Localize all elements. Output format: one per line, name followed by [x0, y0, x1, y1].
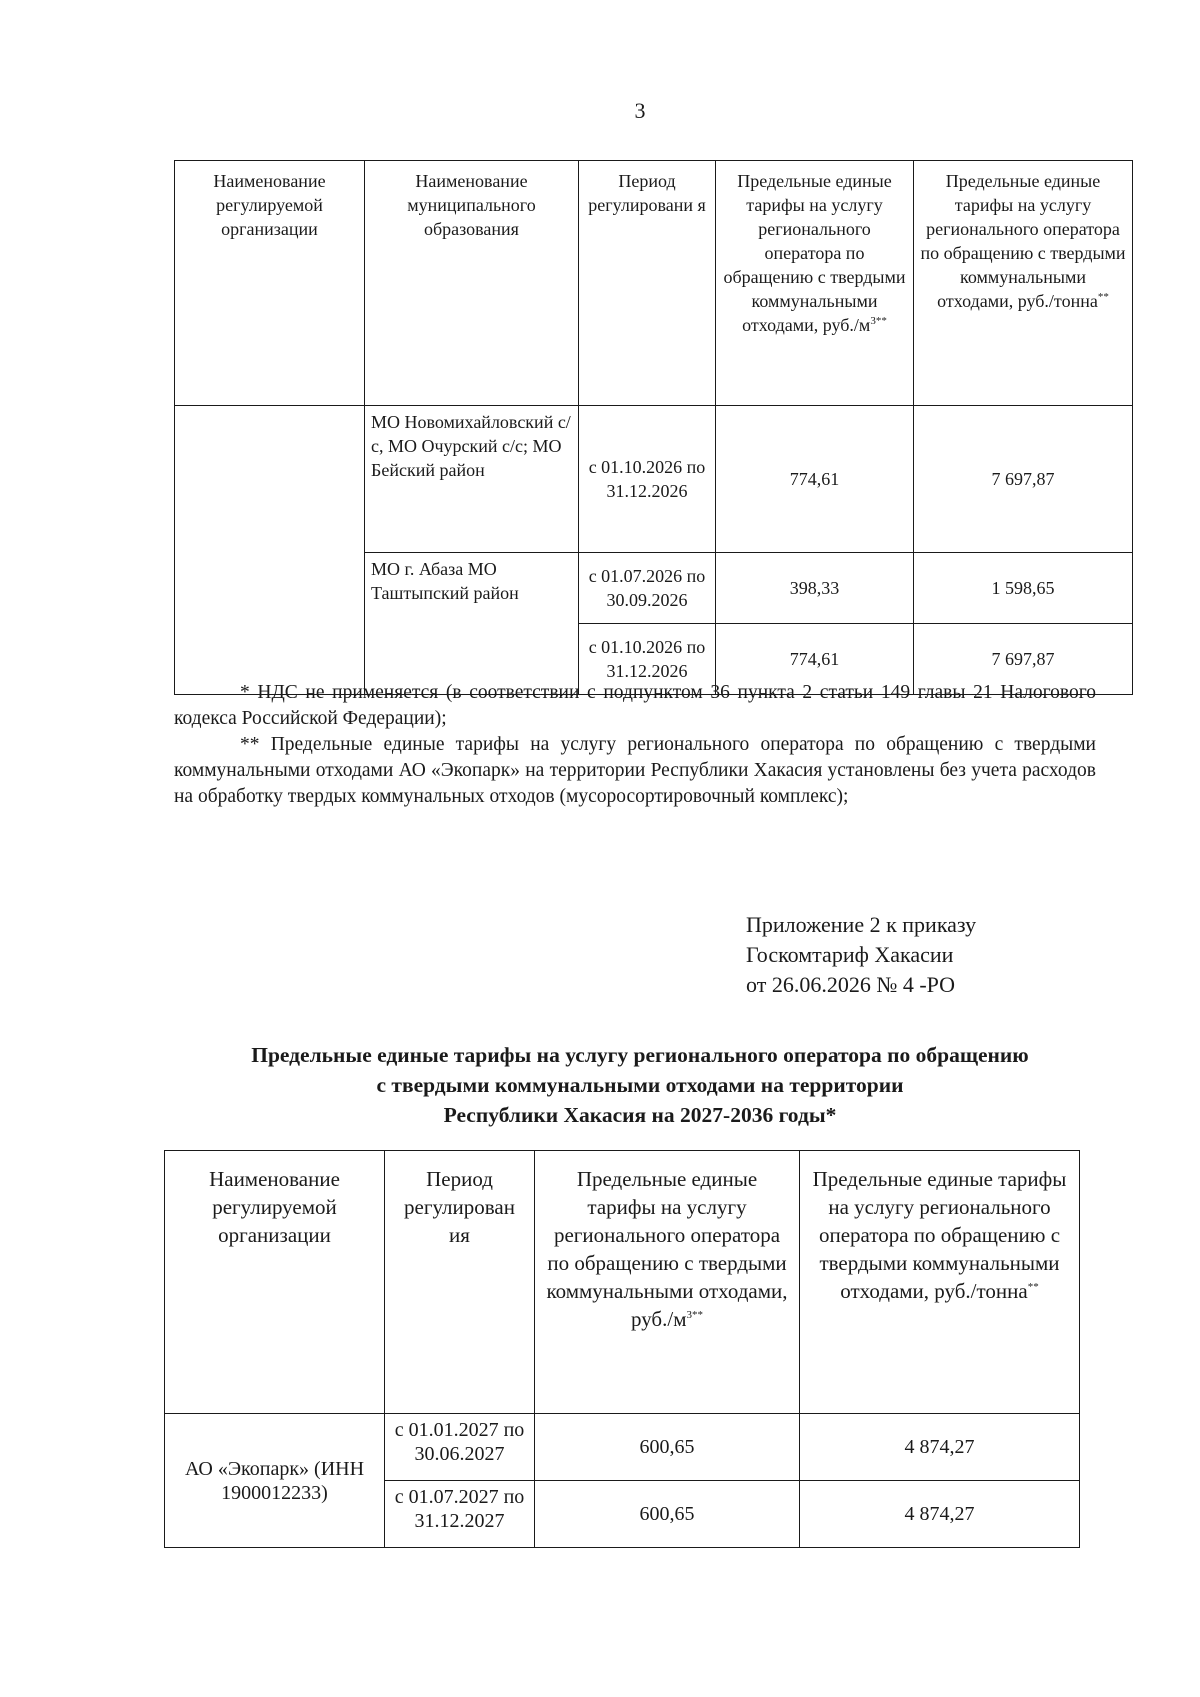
appendix-line: от 26.06.2026 № 4 -РО: [746, 972, 956, 997]
title-line: Предельные единые тарифы на услугу регионального оператора по обращению: [251, 1043, 1029, 1067]
appendix-line: Приложение 2 к приказу: [746, 912, 977, 937]
cell-tariff-ton: 4 874,27: [800, 1414, 1080, 1481]
header-org: Наименование регулируемой организации: [165, 1151, 385, 1414]
footnotes: [174, 680, 1096, 810]
header-tariff-ton: [800, 1151, 1080, 1414]
cell-tariff-m3: 398,33: [716, 553, 914, 624]
superscript: **: [1097, 291, 1109, 303]
cell-municipality: МО Новомихайловский с/с, МО Очурский с/с; МО Бейский район: [365, 406, 579, 553]
header-period: Период регулирован ия: [385, 1151, 535, 1414]
title-line: Республики Хакасия на 2027-2036 годы*: [443, 1103, 837, 1127]
header-tariff-ton-text: Предельные единые тарифы на услугу регионального оператора по обращению с твердыми коммунальными отходами, руб./тонна: [920, 171, 1126, 311]
cell-tariff-m3: 600,65: [535, 1481, 800, 1548]
cell-org: АО «Экопарк» (ИНН 1900012233): [165, 1414, 385, 1548]
header-tariff-ton-text: Предельные единые тарифы на услугу регионального оператора по обращению с твердыми коммунальными отходами, руб./тонна: [812, 1167, 1067, 1303]
superscript: 3**: [686, 1309, 703, 1321]
cell-period: с 01.07.2026 по 30.09.2026: [579, 553, 716, 624]
cell-period: с 01.10.2026 по 31.12.2026: [579, 624, 716, 695]
cell-tariff-ton: 7 697,87: [914, 624, 1133, 695]
cell-tariff-ton: 1 598,65: [914, 553, 1133, 624]
cell-tariff-ton: 7 697,87: [914, 406, 1133, 553]
cell-period: с 01.07.2027 по 31.12.2027: [385, 1481, 535, 1548]
tariff-table-2027: [164, 1150, 1080, 1548]
cell-tariff-m3: 774,61: [716, 624, 914, 695]
tariff-table-2026: [174, 160, 1133, 695]
header-tariff-m3-text: Предельные единые тарифы на услугу регионального оператора по обращению с твердыми коммунальными отходами, руб./м: [723, 171, 906, 335]
page-number: 3: [634, 98, 646, 123]
cell-tariff-m3: 600,65: [535, 1414, 800, 1481]
table-header-row: [165, 1151, 1080, 1414]
footnote-vat: * НДС не применяется (в соответствии с подпунктом 36 пункта 2 статьи 149 главы 21 Налогового кодекса Российской Федерации);: [174, 682, 1096, 729]
header-tariff-m3: [716, 161, 914, 406]
title-line: с твердыми коммунальными отходами на территории: [376, 1073, 904, 1097]
cell-tariff-m3: 774,61: [716, 406, 914, 553]
header-municipality: Наименование муниципального образования: [365, 161, 579, 406]
footnote-tariffs: ** Предельные единые тарифы на услугу регионального оператора по обращению с твердыми коммунальными отходами АО «Экопарк» на территории Республики Хакасия установлены без учета расходов на обработку твердых коммунальных отходов (мусоросортировочный комплекс);: [174, 734, 1096, 807]
header-tariff-ton: [914, 161, 1133, 406]
header-org: Наименование регулируемой организации: [175, 161, 365, 406]
cell-org: [175, 406, 365, 695]
table-header-row: [175, 161, 1133, 406]
superscript: **: [1027, 1281, 1039, 1293]
cell-period: с 01.01.2027 по 30.06.2027: [385, 1414, 535, 1481]
table-row: [165, 1414, 1080, 1481]
cell-period: с 01.10.2026 по 31.12.2026: [579, 406, 716, 553]
table-row: [175, 406, 1133, 553]
appendix-reference: [746, 910, 976, 1000]
cell-municipality: МО г. Абаза МО Таштыпский район: [365, 553, 579, 695]
header-period: Период регулировани я: [579, 161, 716, 406]
cell-tariff-ton: 4 874,27: [800, 1481, 1080, 1548]
appendix-line: Госкомтариф Хакасии: [746, 942, 954, 967]
header-tariff-m3: [535, 1151, 800, 1414]
header-tariff-m3-text: Предельные единые тарифы на услугу регионального оператора по обращению с твердыми коммунальными отходами, руб./м: [546, 1167, 788, 1331]
section-title: [160, 1040, 1120, 1130]
superscript: 3**: [870, 315, 887, 327]
